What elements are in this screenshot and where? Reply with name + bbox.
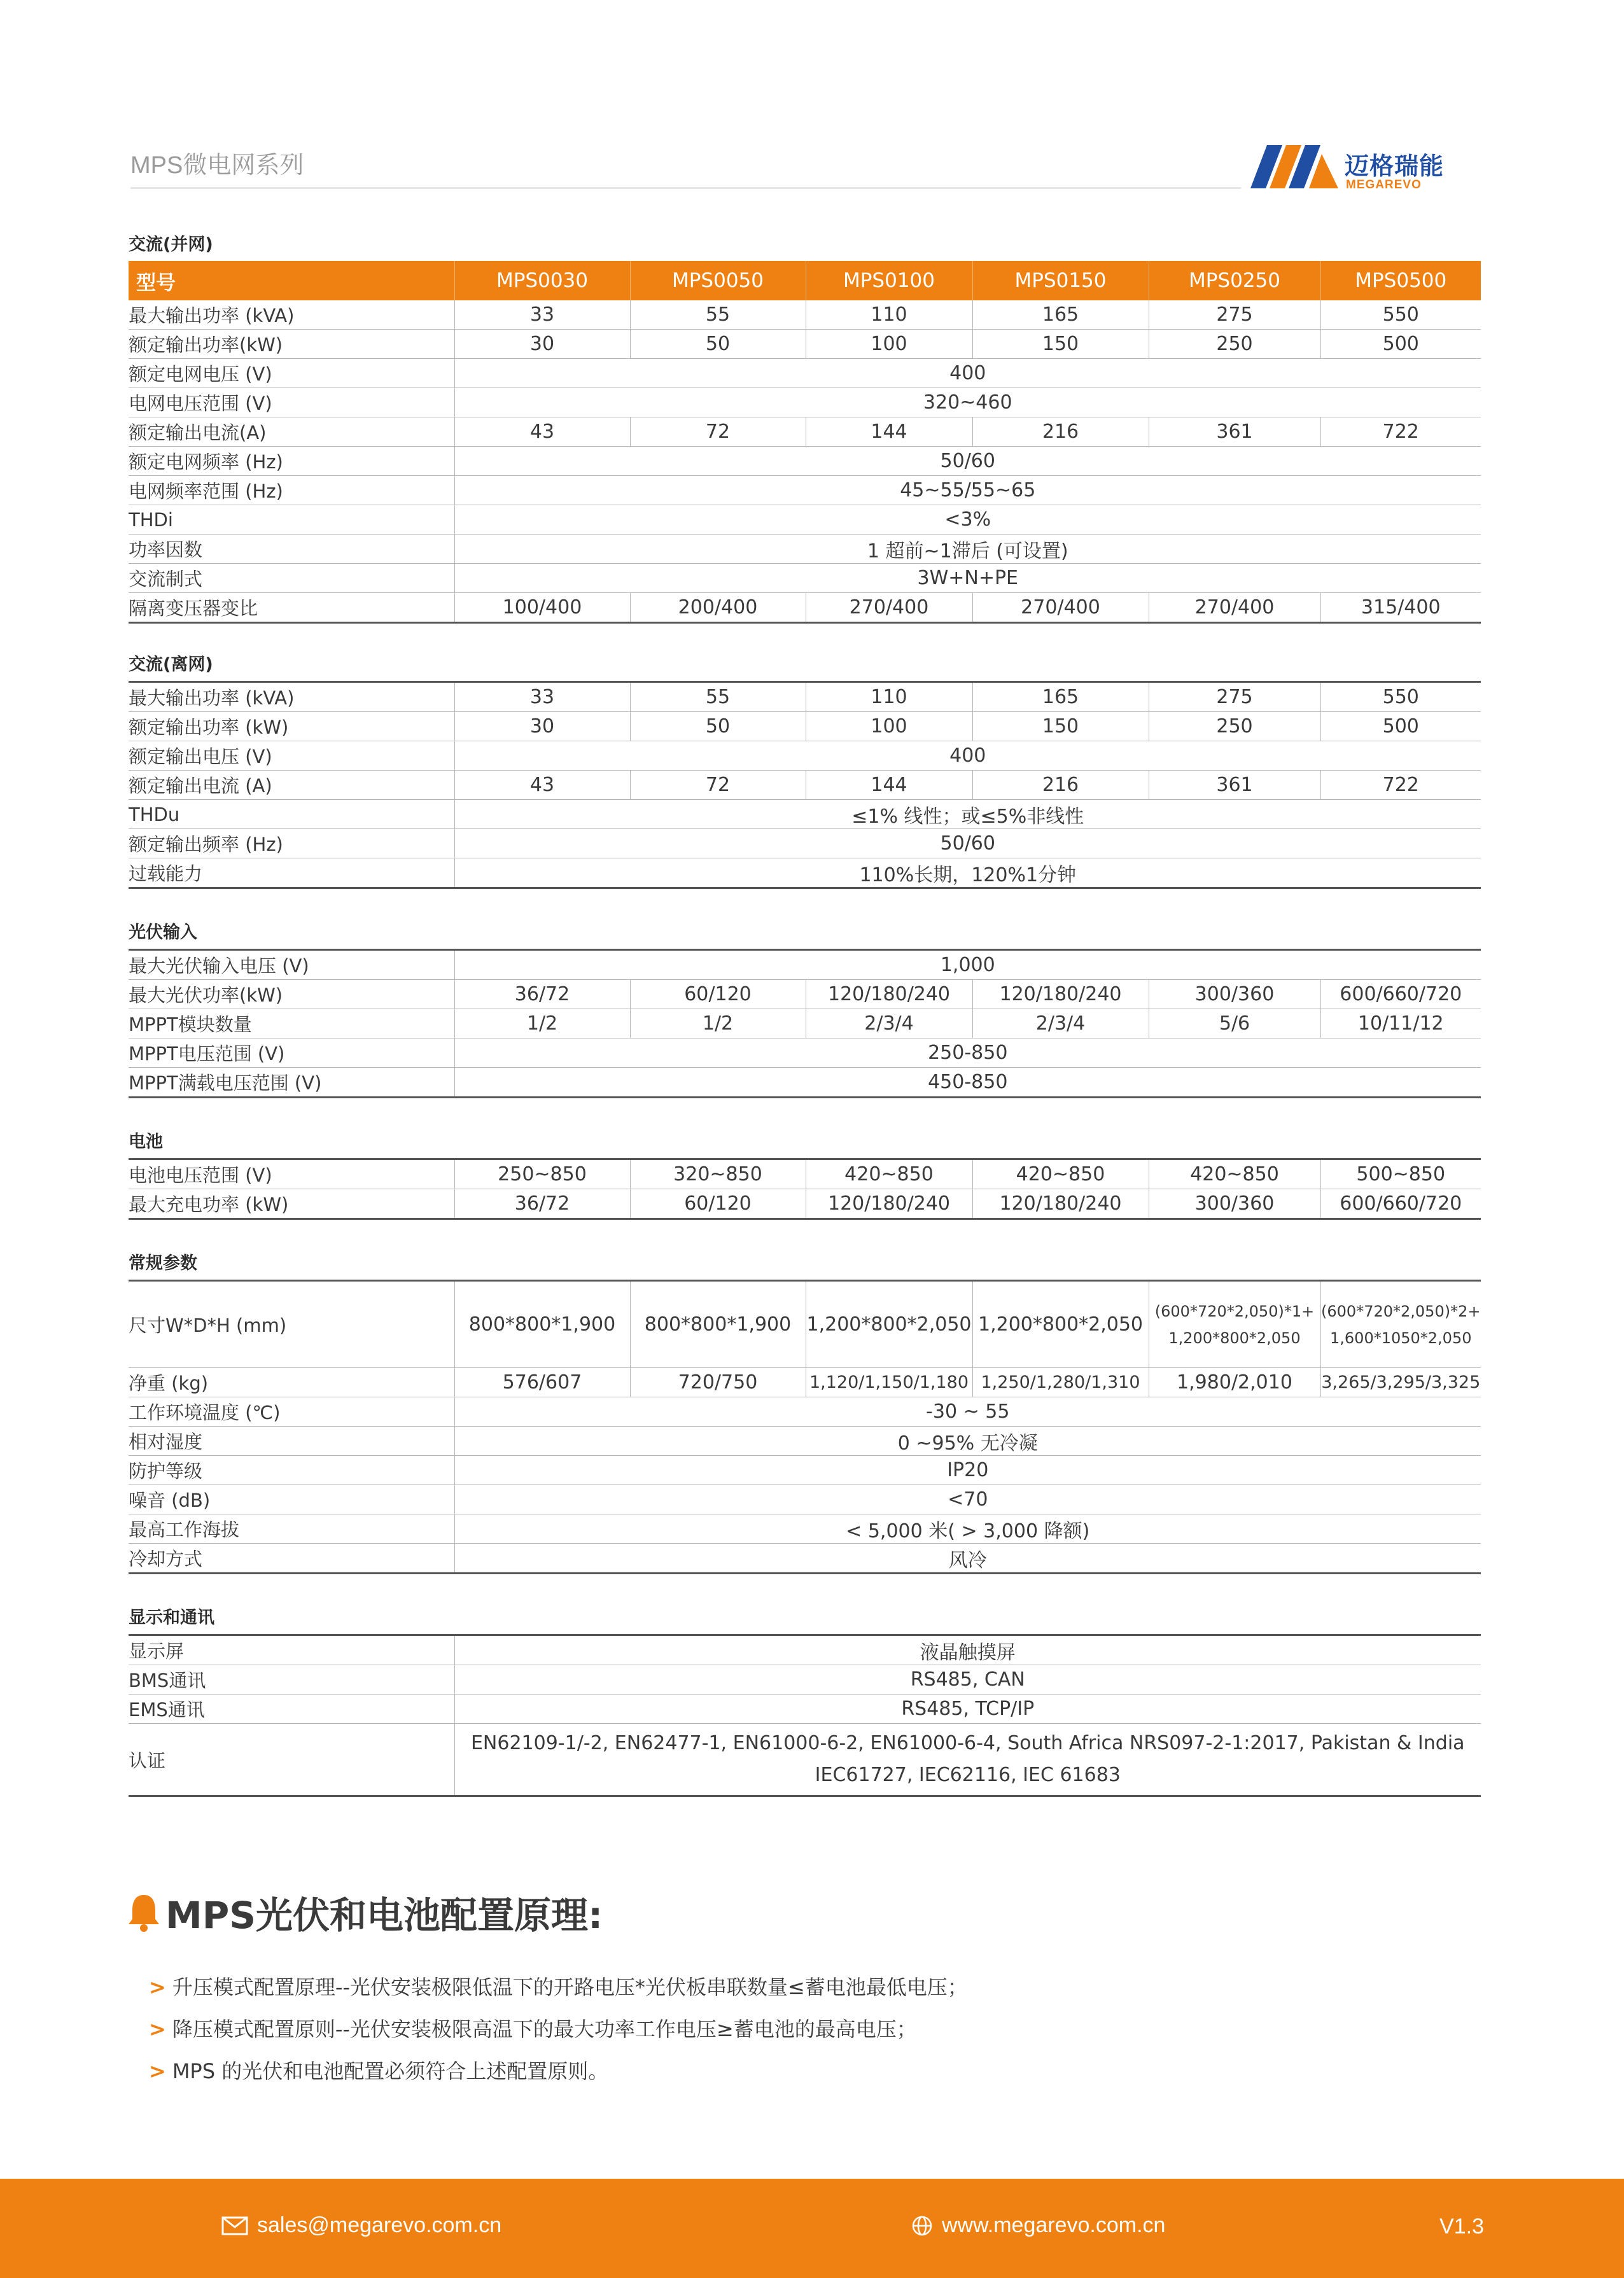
spec-table	[129, 949, 1481, 1098]
value-cell: 1/2	[630, 1009, 806, 1038]
table-row	[129, 1544, 1481, 1574]
value-cell: 1,980/2,010	[1149, 1368, 1320, 1397]
section-title: 光伏输入	[129, 923, 197, 942]
value-cell: 1,250/1,280/1,310	[972, 1368, 1149, 1397]
value-cell: 250	[1149, 330, 1320, 359]
row-label: 尺寸W*D*H (mm)	[129, 1281, 454, 1368]
table-row	[129, 1665, 1481, 1695]
table-row	[129, 447, 1481, 476]
value-cell: 320~850	[630, 1159, 806, 1189]
arrow-icon: >	[149, 1975, 166, 1999]
value-cell: 120/180/240	[972, 1189, 1149, 1219]
row-label: 冷却方式	[129, 1544, 454, 1574]
config-heading	[127, 1883, 968, 1941]
row-label: 过载能力	[129, 858, 454, 888]
logo-cn-text: 迈格瑞能	[1345, 152, 1445, 180]
table-row	[129, 1724, 1481, 1796]
row-label: 电池电压范围 (V)	[129, 1159, 454, 1189]
merged-value-cell: < 5,000 米( > 3,000 降额)	[454, 1514, 1481, 1544]
footer-website[interactable]	[911, 2213, 1165, 2238]
row-label: 额定电网频率 (Hz)	[129, 447, 454, 476]
value-cell: 300/360	[1149, 980, 1320, 1009]
value-cell: 50	[630, 330, 806, 359]
value-cell: 420~850	[972, 1159, 1149, 1189]
mail-icon	[221, 2216, 248, 2235]
value-cell: 720/750	[630, 1368, 806, 1397]
row-label: 额定电网电压 (V)	[129, 359, 454, 388]
value-cell: 36/72	[454, 980, 630, 1009]
value-cell: (600*720*2,050)*1+ 1,200*800*2,050	[1149, 1281, 1320, 1368]
footer-email[interactable]	[221, 2213, 501, 2238]
config-list	[127, 1966, 968, 2092]
value-cell: 100	[806, 330, 972, 359]
table-row	[129, 593, 1481, 623]
merged-value-cell: ≤1% 线性；或≤5%非线性	[454, 800, 1481, 829]
table-row	[129, 1038, 1481, 1068]
merged-value-cell: 110%长期，120%1分钟	[454, 858, 1481, 888]
table-row	[129, 1159, 1481, 1189]
merged-value-cell: RS485, TCP/IP	[454, 1695, 1481, 1724]
row-label: 隔离变压器变比	[129, 593, 454, 623]
table-row	[129, 741, 1481, 771]
row-label: 最大输出功率 (kVA)	[129, 300, 454, 330]
spec-table	[129, 261, 1481, 624]
value-cell: 1,120/1,150/1,180	[806, 1368, 972, 1397]
table-row	[129, 330, 1481, 359]
row-label: 交流制式	[129, 564, 454, 593]
merged-value-cell: <3%	[454, 505, 1481, 535]
table-row	[129, 564, 1481, 593]
value-cell: 43	[454, 417, 630, 447]
section-title: 交流(离网)	[129, 655, 213, 674]
table-row	[129, 1189, 1481, 1219]
value-cell: 200/400	[630, 593, 806, 623]
spec-section	[129, 1574, 1481, 1797]
row-label: 最大输出功率 (kVA)	[129, 682, 454, 712]
value-cell: 100/400	[454, 593, 630, 623]
row-label: THDi	[129, 505, 454, 535]
value-cell: 250~850	[454, 1159, 630, 1189]
spec-table	[129, 1158, 1481, 1220]
merged-value-cell: EN62109-1/-2, EN62477-1, EN61000-6-2, EN61000-6-4, South Africa NRS097-2-1:2017, Pakistan & India IEC61727, IEC62116, IEC 61683	[454, 1724, 1481, 1796]
merged-value-cell: 400	[454, 741, 1481, 771]
value-cell: 1,200*800*2,050	[806, 1281, 972, 1368]
merged-value-cell: -30 ~ 55	[454, 1397, 1481, 1427]
value-cell: 216	[972, 417, 1149, 447]
row-label: MPPT模块数量	[129, 1009, 454, 1038]
value-cell: 30	[454, 330, 630, 359]
table-row	[129, 829, 1481, 858]
row-label: EMS通讯	[129, 1695, 454, 1724]
value-cell: 165	[972, 682, 1149, 712]
arrow-icon: >	[149, 2017, 166, 2041]
table-row	[129, 476, 1481, 505]
merged-value-cell: 50/60	[454, 447, 1481, 476]
value-cell: 250	[1149, 712, 1320, 741]
value-cell: 722	[1320, 417, 1481, 447]
logo-mark-icon	[1250, 145, 1343, 188]
merged-value-cell: 45~55/55~65	[454, 476, 1481, 505]
merged-value-cell: 50/60	[454, 829, 1481, 858]
value-cell: 165	[972, 300, 1149, 330]
logo-en-text: MEGAREVO	[1346, 178, 1422, 192]
row-label: THDu	[129, 800, 454, 829]
spec-table	[129, 1634, 1481, 1797]
value-cell: 150	[972, 712, 1149, 741]
value-cell: 1/2	[454, 1009, 630, 1038]
value-cell: 2/3/4	[972, 1009, 1149, 1038]
row-label: 净重 (kg)	[129, 1368, 454, 1397]
value-cell: 120/180/240	[806, 1189, 972, 1219]
row-label: 最大光伏功率(kW)	[129, 980, 454, 1009]
value-cell: 110	[806, 300, 972, 330]
value-cell: 55	[630, 682, 806, 712]
section-title: 电池	[129, 1132, 163, 1152]
merged-value-cell: 320~460	[454, 388, 1481, 417]
table-row	[129, 980, 1481, 1009]
row-label: BMS通讯	[129, 1665, 454, 1695]
table-row	[129, 417, 1481, 447]
value-cell: 361	[1149, 771, 1320, 800]
value-cell: 33	[454, 682, 630, 712]
value-cell: 30	[454, 712, 630, 741]
table-row	[129, 1397, 1481, 1427]
model-header-cell: MPS0050	[630, 261, 806, 300]
section-title: 常规参数	[129, 1254, 197, 1273]
value-cell: 315/400	[1320, 593, 1481, 623]
value-cell: 576/607	[454, 1368, 630, 1397]
value-cell: 600/660/720	[1320, 980, 1481, 1009]
value-cell: 5/6	[1149, 1009, 1320, 1038]
table-row	[129, 300, 1481, 330]
email-link[interactable]: sales@megarevo.com.cn	[257, 2213, 502, 2237]
row-label: 噪音 (dB)	[129, 1485, 454, 1514]
arrow-icon: >	[149, 2059, 166, 2083]
merged-value-cell: 250-850	[454, 1038, 1481, 1068]
model-header-cell: MPS0500	[1320, 261, 1481, 300]
config-title: MPS光伏和电池配置原理:	[165, 1894, 603, 1937]
value-cell: 600/660/720	[1320, 1189, 1481, 1219]
spec-section	[129, 1220, 1481, 1574]
value-cell: 100	[806, 712, 972, 741]
model-header-cell: MPS0150	[972, 261, 1149, 300]
value-cell: (600*720*2,050)*2+ 1,600*1050*2,050	[1320, 1281, 1481, 1368]
table-row	[129, 858, 1481, 888]
globe-icon	[911, 2215, 933, 2237]
table-row	[129, 1695, 1481, 1724]
table-row	[129, 950, 1481, 980]
value-cell: 55	[630, 300, 806, 330]
merged-value-cell: IP20	[454, 1456, 1481, 1485]
table-row	[129, 359, 1481, 388]
row-label: 工作环境温度 (℃)	[129, 1397, 454, 1427]
table-row	[129, 1368, 1481, 1397]
spec-section	[129, 889, 1481, 1098]
table-row	[129, 1009, 1481, 1038]
value-cell: 60/120	[630, 980, 806, 1009]
table-row	[129, 1281, 1481, 1368]
value-cell: 500~850	[1320, 1159, 1481, 1189]
value-cell: 300/360	[1149, 1189, 1320, 1219]
config-item: > 升压模式配置原理--光伏安装极限低温下的开路电压*光伏板串联数量≤蓄电池最低电压；	[149, 1975, 968, 1999]
merged-value-cell: 3W+N+PE	[454, 564, 1481, 593]
spec-tables	[129, 229, 1481, 1797]
model-header-cell: MPS0100	[806, 261, 972, 300]
table-row	[129, 800, 1481, 829]
table-row	[129, 1456, 1481, 1485]
merged-value-cell: 0 ~95% 无冷凝	[454, 1427, 1481, 1456]
value-cell: 120/180/240	[972, 980, 1149, 1009]
value-cell: 800*800*1,900	[454, 1281, 630, 1368]
value-cell: 33	[454, 300, 630, 330]
row-label: 额定输出功率 (kW)	[129, 712, 454, 741]
row-label: 最大光伏输入电压 (V)	[129, 950, 454, 980]
bell-icon	[127, 1892, 160, 1932]
table-row	[129, 1485, 1481, 1514]
row-label: 电网电压范围 (V)	[129, 388, 454, 417]
row-label: 最大充电功率 (kW)	[129, 1189, 454, 1219]
merged-value-cell: 400	[454, 359, 1481, 388]
row-label: 额定输出电流(A)	[129, 417, 454, 447]
value-cell: 270/400	[972, 593, 1149, 623]
row-label: 显示屏	[129, 1635, 454, 1665]
value-cell: 36/72	[454, 1189, 630, 1219]
value-cell: 275	[1149, 300, 1320, 330]
model-header-cell: MPS0250	[1149, 261, 1320, 300]
row-label: 最高工作海拔	[129, 1514, 454, 1544]
model-header-row	[129, 261, 1481, 300]
row-label: 认证	[129, 1724, 454, 1796]
merged-value-cell: RS485, CAN	[454, 1665, 1481, 1695]
spec-table	[129, 1280, 1481, 1574]
table-row	[129, 712, 1481, 741]
row-label: 额定输出频率 (Hz)	[129, 829, 454, 858]
value-cell: 216	[972, 771, 1149, 800]
config-item: > MPS 的光伏和电池配置必须符合上述配置原则。	[149, 2059, 609, 2083]
table-row	[129, 1068, 1481, 1098]
merged-value-cell: <70	[454, 1485, 1481, 1514]
section-title: 显示和通讯	[129, 1608, 214, 1628]
row-label: 防护等级	[129, 1456, 454, 1485]
row-label: 额定输出电流 (A)	[129, 771, 454, 800]
table-row	[129, 1635, 1481, 1665]
spec-section	[129, 624, 1481, 889]
table-row	[129, 535, 1481, 564]
value-cell: 10/11/12	[1320, 1009, 1481, 1038]
config-item: > 降压模式配置原则--光伏安装极限高温下的最大功率工作电压≥蓄电池的最高电压；	[149, 2017, 917, 2041]
model-header-cell: MPS0030	[454, 261, 630, 300]
header-divider	[130, 187, 1241, 189]
value-cell: 800*800*1,900	[630, 1281, 806, 1368]
row-label: MPPT满载电压范围 (V)	[129, 1068, 454, 1098]
version-label: V1.3	[1439, 2214, 1484, 2239]
table-row	[129, 505, 1481, 535]
value-cell: 275	[1149, 682, 1320, 712]
value-cell: 110	[806, 682, 972, 712]
value-cell: 420~850	[1149, 1159, 1320, 1189]
value-cell: 144	[806, 771, 972, 800]
spec-section	[129, 229, 1481, 624]
megarevo-logo	[1250, 145, 1486, 197]
spec-section	[129, 1098, 1481, 1220]
table-row	[129, 1514, 1481, 1544]
value-cell: 43	[454, 771, 630, 800]
page-footer	[0, 2179, 1624, 2278]
value-cell: 144	[806, 417, 972, 447]
merged-value-cell: 液晶触摸屏	[454, 1635, 1481, 1665]
table-row	[129, 388, 1481, 417]
table-row	[129, 682, 1481, 712]
merged-value-cell: 450-850	[454, 1068, 1481, 1098]
value-cell: 72	[630, 771, 806, 800]
value-cell: 361	[1149, 417, 1320, 447]
table-row	[129, 1427, 1481, 1456]
value-cell: 500	[1320, 712, 1481, 741]
row-label: 功率因数	[129, 535, 454, 564]
table-row	[129, 771, 1481, 800]
spec-table	[129, 681, 1481, 889]
row-label: 额定输出电压 (V)	[129, 741, 454, 771]
value-cell: 1,200*800*2,050	[972, 1281, 1149, 1368]
value-cell: 500	[1320, 330, 1481, 359]
value-cell: 270/400	[806, 593, 972, 623]
value-cell: 120/180/240	[806, 980, 972, 1009]
value-cell: 420~850	[806, 1159, 972, 1189]
row-label: 额定输出功率(kW)	[129, 330, 454, 359]
value-cell: 72	[630, 417, 806, 447]
value-cell: 150	[972, 330, 1149, 359]
row-label: 相对湿度	[129, 1427, 454, 1456]
value-cell: 2/3/4	[806, 1009, 972, 1038]
series-title: MPS微电网系列	[130, 152, 304, 179]
row-label: 电网频率范围 (Hz)	[129, 476, 454, 505]
config-section	[127, 1883, 968, 2092]
row-label: MPPT电压范围 (V)	[129, 1038, 454, 1068]
value-cell: 722	[1320, 771, 1481, 800]
header-label: 型号	[129, 261, 454, 300]
merged-value-cell: 1,000	[454, 950, 1481, 980]
merged-value-cell: 1 超前~1滞后 (可设置)	[454, 535, 1481, 564]
value-cell: 270/400	[1149, 593, 1320, 623]
website-link[interactable]: www.megarevo.com.cn	[942, 2213, 1166, 2237]
value-cell: 550	[1320, 682, 1481, 712]
section-title: 交流(并网)	[129, 235, 213, 255]
value-cell: 60/120	[630, 1189, 806, 1219]
merged-value-cell: 风冷	[454, 1544, 1481, 1574]
value-cell: 50	[630, 712, 806, 741]
value-cell: 3,265/3,295/3,325	[1320, 1368, 1481, 1397]
value-cell: 550	[1320, 300, 1481, 330]
